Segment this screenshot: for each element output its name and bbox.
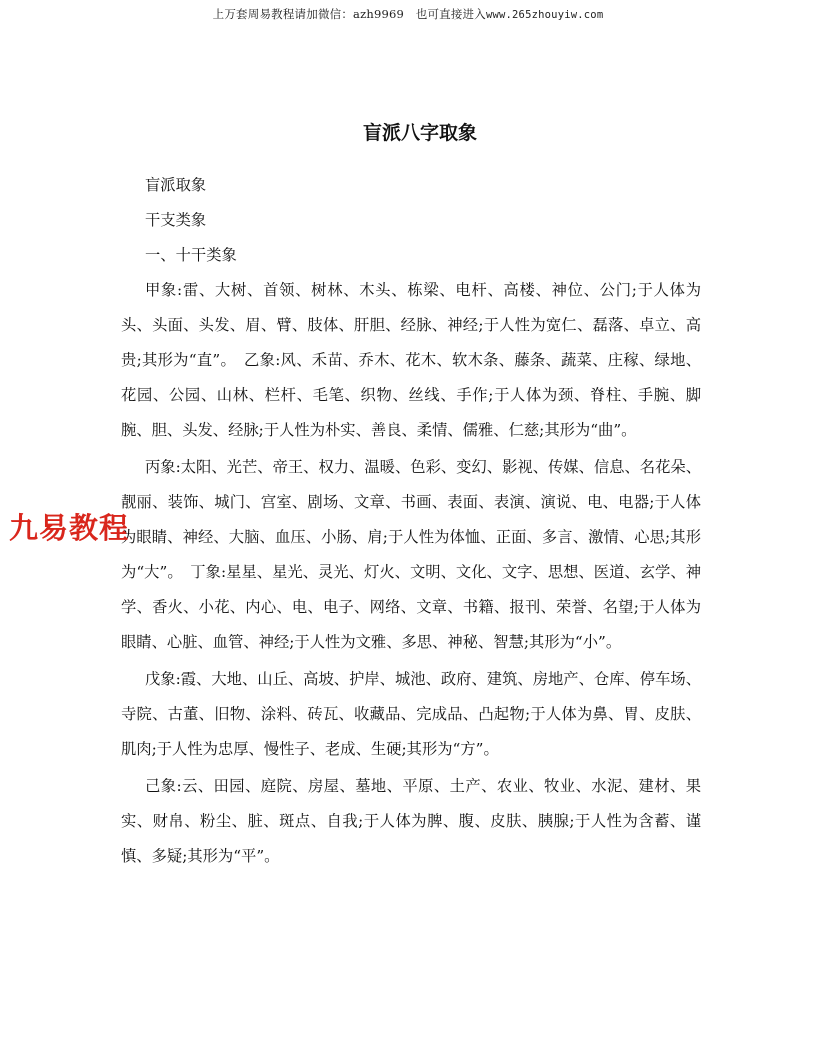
heading-ganzhi-leixiang: 干支类象 <box>145 211 207 229</box>
paragraph-bing-ding: 丙象:太阳、光芒、帝王、权力、温暖、色彩、变幻、影视、传媒、信息、名花朵、靓丽、装饰、城门、宫室、剧场、文章、书画、表面、表演、演说、电、电器;于人体为眼睛、神经、大脑、血压、小肠、肩;于人性为体恤、正面、多言、激情、心思;其形为“大”。 丁象:星星、星光、灵光、灯火、文明、文化、文字、思想、医道、玄学、神学、香火、小花、内心、电、电子、网络、文章、书籍、报刊、荣誉、名望;于人体为眼睛、心脏、血管、神经;于人性为文雅、多思、神秘、智慧;其形为“小”。 <box>121 458 701 651</box>
header-url[interactable]: www.265zhouyiw.com <box>485 9 604 21</box>
paragraph-wu: 戊象:霞、大地、山丘、高坡、护岸、城池、政府、建筑、房地产、仓库、停车场、寺院、古董、旧物、涂料、砖瓦、收藏品、完成品、凸起物;于人体为鼻、胃、皮肤、肌肉;于人性为忠厚、慢性子、老成、生硬;其形为“方”。 <box>121 670 701 758</box>
page-header <box>0 6 816 22</box>
document-body <box>121 168 701 874</box>
heading-shigan-leixiang: 一、十干类象 <box>145 246 237 264</box>
header-text: 上万套周易教程请加微信：azh9969 也可直接进入 <box>212 7 486 21</box>
paragraph-jia-yi: 甲象:雷、大树、首领、树林、木头、栋梁、电杆、高楼、神位、公门;于人体为头、头面、头发、眉、臂、肢体、肝胆、经脉、神经;于人性为宽仁、磊落、卓立、高贵;其形为“直”。 乙象:风、禾苗、乔木、花木、软木条、藤条、蔬菜、庄稼、绿地、花园、公园、山林、栏杆、毛笔、织物、丝线、手作;于人体为颈、脊柱、手腕、脚腕、胆、头发、经脉;于人性为朴实、善良、柔情、儒雅、仁慈;其形为“曲”。 <box>121 281 701 439</box>
paragraph-ji: 己象:云、田园、庭院、房屋、墓地、平原、土产、农业、牧业、水泥、建材、果实、财帛、粉尘、脏、斑点、自我;于人体为脾、腹、皮肤、胰腺;于人性为含蓄、谨慎、多疑;其形为“平”。 <box>121 777 701 865</box>
document-title: 盲派八字取象 <box>362 122 477 144</box>
watermark-logo: 九易教程 <box>9 511 130 545</box>
heading-mangpai-quxiang: 盲派取象 <box>145 176 207 194</box>
